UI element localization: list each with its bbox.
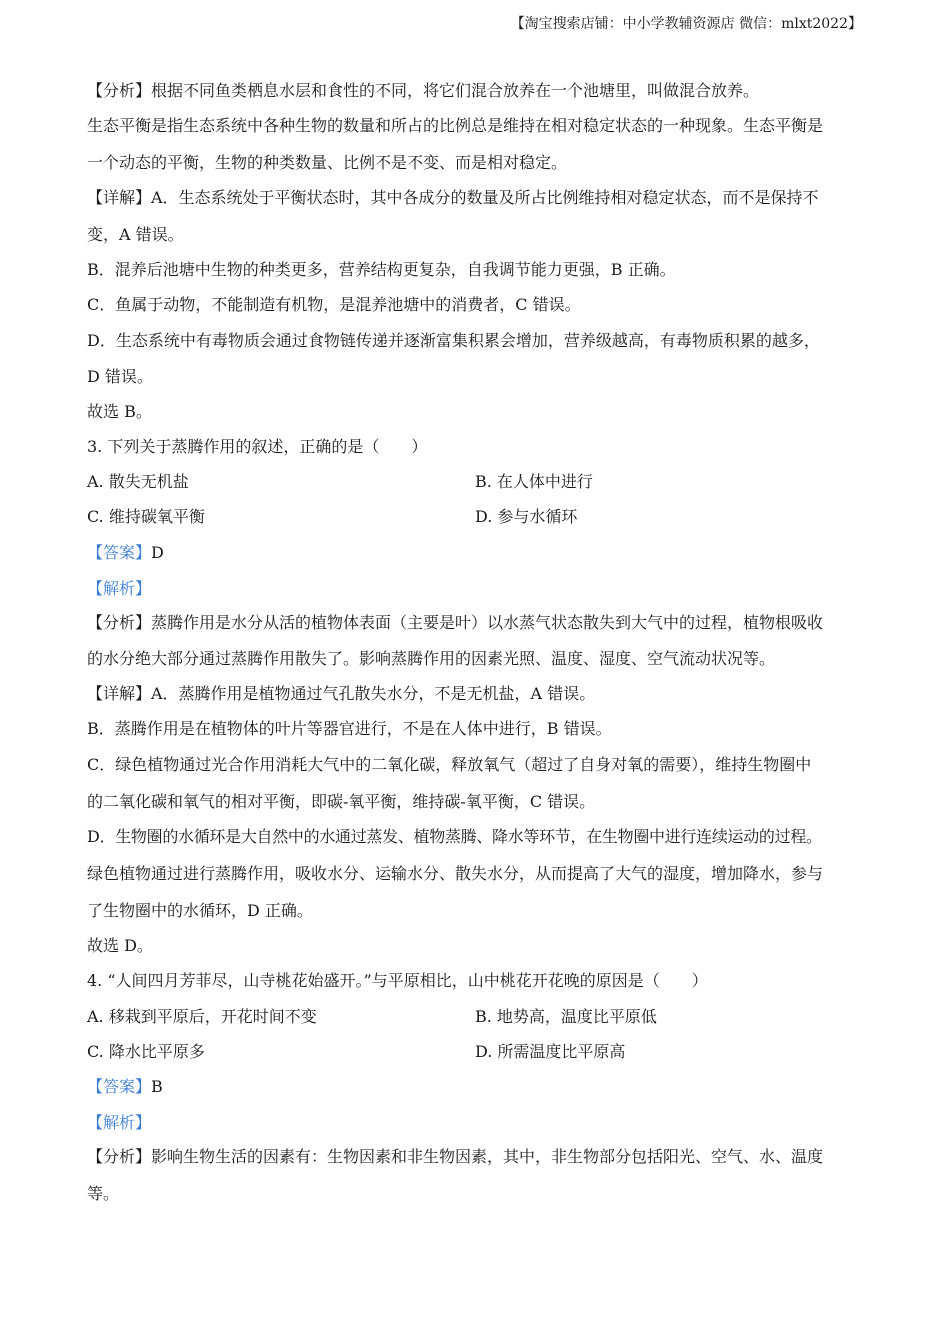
q4-option-a: A. 移栽到平原后，开花时间不变 (87, 1007, 317, 1026)
q3-option-b: B. 在人体中进行 (475, 472, 593, 491)
text-line: 【分析】根据不同鱼类栖息水层和食性的不同，将它们混合放养在一个池塘里，叫做混合放养。 (87, 81, 760, 100)
text-line: 一个动态的平衡，生物的种类数量、比例不是不变、而是相对稳定。 (87, 153, 568, 172)
answer-label: 【答案】 (87, 543, 152, 562)
text-line: C．绿色植物通过光合作用消耗大气中的二氧化碳，释放氧气（超过了自身对氧的需要），维持生物圈中 (87, 755, 812, 774)
text-line: 【详解】A．蒸腾作用是植物通过气孔散失水分，不是无机盐，A 错误。 (87, 684, 596, 703)
q3-answer (87, 543, 164, 563)
q4-option-b: B. 地势高，温度比平原低 (475, 1007, 657, 1026)
question-4-stem: 4. “人间四月芳菲尽，山寺桃花始盛开。”与平原相比，山中桃花开花晚的原因是（ ） (87, 971, 708, 990)
q3-analysis-label: 【解析】 (87, 579, 152, 598)
text-line: 故选 D。 (87, 936, 153, 955)
text-line: 绿色植物通过进行蒸腾作用，吸收水分、运输水分、散失水分，从而提高了大气的湿度，增加降水，参与 (87, 864, 824, 883)
q4-analysis-label: 【解析】 (87, 1113, 152, 1132)
text-line: B．蒸腾作用是在植物体的叶片等器官进行，不是在人体中进行，B 错误。 (87, 719, 612, 738)
text-line: 了生物圈中的水循环，D 正确。 (87, 901, 313, 920)
text-line: D．生态系统中有毒物质会通过食物链传递并逐渐富集积累会增加，营养级越高，有毒物质积累的越多， (87, 331, 820, 350)
q4-answer (87, 1077, 163, 1097)
text-line: 故选 B。 (87, 402, 152, 421)
text-line: 【分析】蒸腾作用是水分从活的植物体表面（主要是叶）以水蒸气状态散失到大气中的过程，植物根吸收 (87, 613, 824, 632)
text-line: 的二氧化碳和氧气的相对平衡，即碳-氧平衡，维持碳-氧平衡，C 错误。 (87, 792, 596, 811)
q3-option-a: A. 散失无机盐 (87, 472, 189, 491)
q4-option-c: C. 降水比平原多 (87, 1042, 205, 1061)
text-line: 生态平衡是指生态系统中各种生物的数量和所占的比例总是维持在相对稳定状态的一种现象。生态平衡是 (87, 116, 824, 135)
question-3-stem: 3. 下列关于蒸腾作用的叙述，正确的是（ ） (87, 437, 428, 456)
text-line: D 错误。 (87, 367, 153, 386)
text-line: B．混养后池塘中生物的种类更多，营养结构更复杂，自我调节能力更强，B 正确。 (87, 260, 676, 279)
answer-label: 【答案】 (87, 1077, 152, 1096)
text-line: 等。 (87, 1184, 120, 1203)
q4-option-d: D. 所需温度比平原高 (475, 1042, 626, 1061)
text-line: 变，A 错误。 (87, 225, 184, 244)
page-header: 【淘宝搜索店铺：中小学教辅资源店 微信：mlxt2022】 (510, 16, 862, 32)
answer-value: D (151, 543, 164, 562)
text-line: C．鱼属于动物，不能制造有机物，是混养池塘中的消费者，C 错误。 (87, 295, 581, 314)
text-line: 【详解】A．生态系统处于平衡状态时，其中各成分的数量及所占比例维持相对稳定状态，而不是保持不 (87, 188, 819, 207)
q3-option-d: D. 参与水循环 (475, 507, 578, 526)
q3-option-c: C. 维持碳氧平衡 (87, 507, 205, 526)
text-line: 的水分绝大部分通过蒸腾作用散失了。影响蒸腾作用的因素光照、温度、湿度、空气流动状况等。 (87, 649, 776, 668)
answer-value: B (151, 1077, 163, 1096)
text-line: D．生物圈的水循环是大自然中的水通过蒸发、植物蒸腾、降水等环节，在生物圈中进行连续运动的过程。 (87, 827, 822, 846)
text-line: 【分析】影响生物生活的因素有：生物因素和非生物因素，其中，非生物部分包括阳光、空气、水、温度 (87, 1147, 824, 1166)
